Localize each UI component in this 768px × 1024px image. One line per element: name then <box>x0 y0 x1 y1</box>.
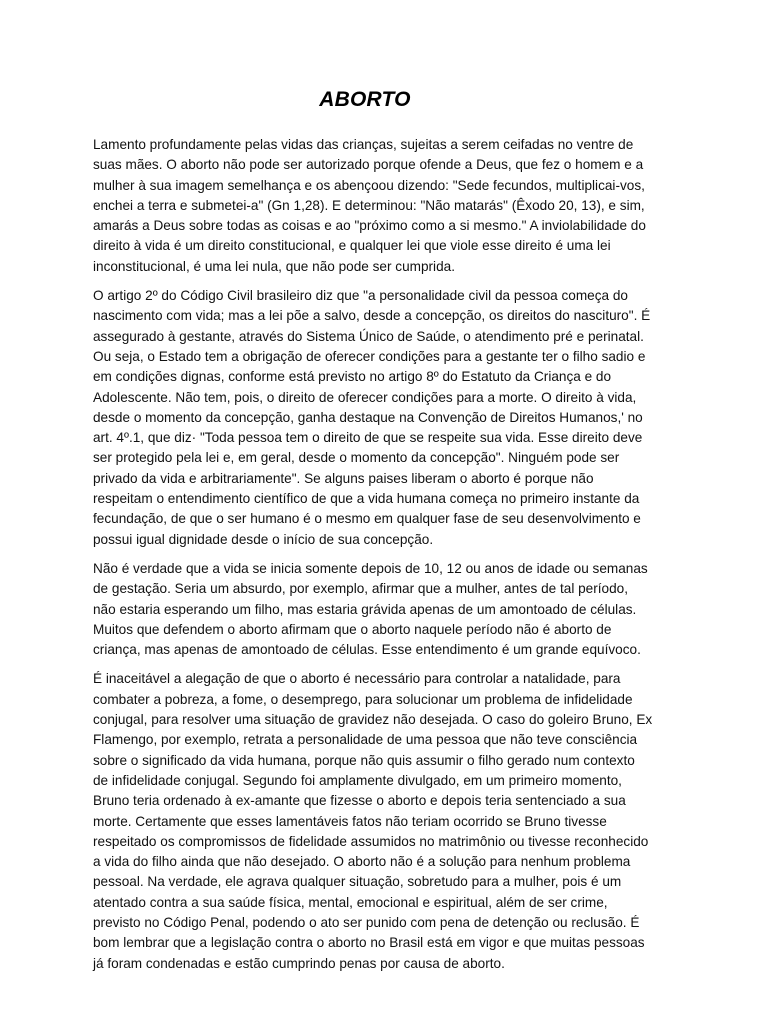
text-line: É inaceitável a alegação de que o aborto é necessário para controlar a natalidade, para <box>93 671 621 687</box>
text-line: atentado contra a sua saúde física, mental, emocional e espiritual, além de ser crime, <box>93 894 608 910</box>
text-line: Não é verdade que a vida se inicia somente depois de 10, 12 ou anos de idade ou semanas <box>93 560 648 576</box>
document-body <box>93 135 713 983</box>
text-line: morte. Certamente que esses lamentáveis fatos não teriam ocorrido se Bruno tivesse <box>93 813 607 829</box>
text-line: inconstitucional, é uma lei nula, que não pode ser cumprida. <box>93 258 455 274</box>
text-line: assegurado à gestante, através do Sistema Único de Saúde, o atendimento pré e perinatal. <box>93 328 644 344</box>
text-line: a vida do filho ainda que não desejado. O aborto não é a solução para nenhum problema <box>93 854 631 870</box>
text-line: pessoal. Na verdade, ele agrava qualquer situação, sobretudo para a mulher, pois é um <box>93 874 622 890</box>
text-line: art. 4º.1, que diz· "Toda pessoa tem o direito de que se respeite sua vida. Esse direito deve <box>93 430 643 446</box>
text-line: Lamento profundamente pelas vidas das crianças, sujeitas a serem ceifadas no ventre de <box>93 137 634 152</box>
text-line: amarás a Deus sobre todas as coisas e ao "próximo como a si mesmo." A inviolabilidade do <box>93 218 646 234</box>
text-line: fecundação, de que o ser humano é o mesmo em qualquer fase de seu desenvolvimento e <box>93 511 641 527</box>
text-line: respeitado os compromissos de fidelidade assumidos no matrimônio ou tivesse reconhecido <box>93 833 649 849</box>
text-line: bom lembrar que a legislação contra o aborto no Brasil está em vigor e que muitas pessoas <box>93 935 645 951</box>
text-line: suas mães. O aborto não pode ser autorizado porque ofende a Deus, que fez o homem e a <box>93 157 644 173</box>
text-line: desde o momento da concepção, ganha destaque na Convenção de Direitos Humanos,' no <box>93 409 643 425</box>
text-line: ser protegido pela lei e, em geral, desde o momento da concepção". Ninguém pode ser <box>93 450 620 466</box>
text-line: sobre o significado da vida humana, porque não quis assumir o filho gerado num contexto <box>93 752 635 768</box>
paragraph-2 <box>93 286 713 550</box>
text-line: Ou seja, o Estado tem a obrigação de oferecer condições para a gestante ter o filho sadio e <box>93 348 646 364</box>
document-title: ABORTO <box>319 88 411 111</box>
text-line: Bruno teria ordenado à ex-amante que fizesse o aborto e depois teria sentenciado a sua <box>93 793 626 809</box>
text-line: nascimento com vida; mas a lei põe a salvo, desde a concepção, os direitos do nascituro". É <box>93 308 651 324</box>
paragraph-1 <box>93 135 713 277</box>
text-line: possui igual dignidade desde o início de sua concepção. <box>93 531 434 547</box>
paragraph-4 <box>93 669 713 973</box>
text-line: direito à vida é um direito constitucional, e qualquer lei que viole esse direito é uma lei <box>93 238 611 254</box>
text-line: Adolescente. Não tem, pois, o direito de oferecer condições para a morte. O direito à vida, <box>93 389 637 405</box>
text-line: já foram condenadas e estão cumprindo penas por causa de aborto. <box>93 955 505 971</box>
text-line: privado da vida e arbitrariamente". Se alguns paises liberam o aborto é porque não <box>93 470 594 486</box>
text-line: respeitam o entendimento científico de que a vida humana começa no primeiro instante da <box>93 491 640 507</box>
text-line: não estaria esperando um filho, mas estaria grávida apenas de um amontoado de células. <box>93 601 637 617</box>
text-line: previsto no Código Penal, podendo o ato ser punido com pena de detenção ou reclusão. É <box>93 914 640 930</box>
text-line: O artigo 2º do Código Civil brasileiro diz que "a personalidade civil da pessoa começa do <box>93 288 628 304</box>
text-line: combater a pobreza, a fome, o desemprego, para solucionar um problema de infidelidade <box>93 691 633 707</box>
text-line: conjugal, para resolver uma situação de gravidez não desejada. O caso do goleiro Bruno, Ex <box>93 712 653 728</box>
text-line: Muitos que defendem o aborto afirmam que o aborto naquele período não é aborto de <box>93 621 612 637</box>
text-line: mulher à sua imagem semelhança e os abençoou dizendo: "Sede fecundos, multiplicai-vos, <box>93 177 645 193</box>
text-line: de gestação. Seria um absurdo, por exemplo, afirmar que a mulher, antes de tal período, <box>93 581 628 597</box>
text-line: em condições dignas, conforme está previsto no artigo 8º do Estatuto da Criança e do <box>93 369 612 385</box>
text-line: Flamengo, por exemplo, retrata a personalidade de uma pessoa que não teve consciência <box>93 732 638 748</box>
paragraph-3 <box>93 559 713 660</box>
text-line: enchei a terra e submetei-a" (Gn 1,28). E determinou: "Não matarás" (Êxodo 20, 13), e sim, <box>93 197 645 213</box>
text-line: de infidelidade conjugal. Segundo foi amplamente divulgado, em um primeiro momento, <box>93 772 622 788</box>
text-line: criança, mas apenas de amontoado de células. Esse entendimento é um grande equívoco. <box>93 642 641 658</box>
